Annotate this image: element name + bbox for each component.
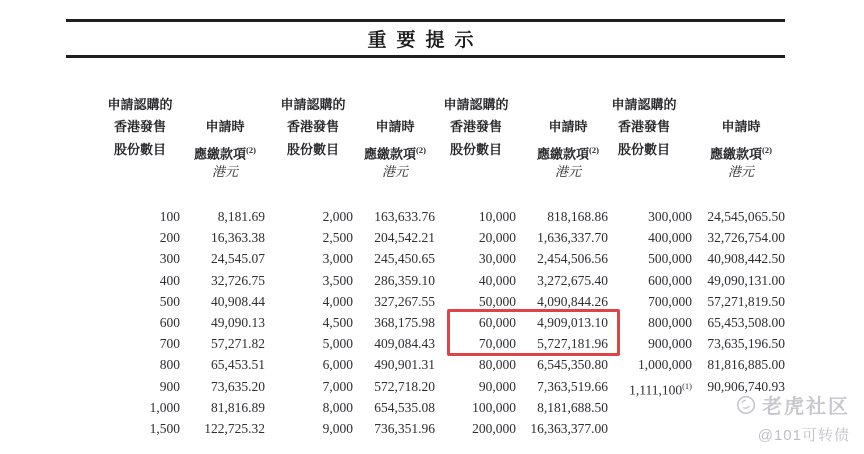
column-shares-1: [100, 94, 180, 439]
amount-value: 73,635.20: [211, 378, 265, 394]
amount-value: 65,453.51: [211, 357, 265, 373]
shares-value: 700: [159, 336, 180, 352]
column-amount-2: [355, 94, 435, 439]
amount-value: 6,545,350.80: [537, 357, 608, 373]
amount-value: 4,909,013.10: [537, 314, 608, 330]
amount-value: 818,168.86: [547, 209, 608, 224]
amount-value: 32,726,754.00: [707, 230, 785, 246]
shares-value: 300: [159, 251, 180, 267]
amount-value: 8,181,688.50: [537, 399, 608, 415]
shares-value: 600: [159, 314, 180, 330]
shares-value: 900,000: [648, 336, 692, 352]
currency-label: 港元: [554, 164, 581, 180]
column-shares-3: [436, 94, 516, 439]
column-shares-2: [273, 94, 353, 439]
amount-value: 16,363.38: [211, 230, 265, 246]
shares-header: 申請認購的 香港發售 股份數目: [107, 97, 173, 157]
amount-value: 1,636,337.70: [537, 230, 608, 246]
shares-value: 700,000: [648, 293, 692, 309]
shares-value: 500,000: [648, 251, 692, 267]
amount-header: 申請時 應繳款項$^{(2)}$ 港元: [697, 94, 785, 184]
currency-label: 港元: [211, 164, 238, 180]
amount-value: 24,545.07: [211, 251, 265, 267]
amount-value: 286,359.10: [374, 272, 435, 288]
shares-value: 100,000: [472, 399, 516, 415]
shares-value: 7,000: [322, 378, 353, 394]
amount-value: 5,727,181.96: [537, 336, 608, 352]
shares-header: 申請認購的 香港發售 股份數目: [443, 97, 509, 157]
amount-value: 368,175.98: [374, 314, 435, 330]
column-amount-1: [185, 94, 265, 439]
amount-value: 90,906,740.93: [707, 378, 785, 394]
shares-value: 900: [159, 378, 180, 394]
amount-value: 654,535.08: [374, 399, 435, 415]
shares-value: 1,500: [149, 420, 180, 436]
amount-value: 24,545,065.50: [707, 209, 785, 224]
column-amount-4: [697, 94, 785, 397]
amount-value: 57,271,819.50: [707, 293, 785, 309]
amount-value: 8,181.69: [217, 209, 265, 224]
shares-value: 90,000: [478, 378, 516, 394]
amount-value: 122,725.32: [204, 420, 265, 436]
amount-value: 736,351.96: [374, 420, 435, 436]
amount-value: 40,908,442.50: [707, 251, 785, 267]
shares-value: 2,000: [322, 209, 353, 224]
shares-value: 3,000: [322, 251, 353, 267]
amount-value: 65,453,508.00: [707, 314, 785, 330]
shares-value: 40,000: [478, 272, 516, 288]
amount-value: 3,272,675.40: [537, 272, 608, 288]
shares-value: 2,500: [322, 230, 353, 246]
amount-value: 16,363,377.00: [530, 420, 608, 436]
amount-value: 409,084.43: [374, 336, 435, 352]
shares-header: 申請認購的 香港發售 股份數目: [611, 97, 677, 157]
shares-value: 800,000: [648, 314, 692, 330]
amount-value: 49,090,131.00: [707, 272, 785, 288]
shares-header: 申請認購的 香港發售 股份數目: [280, 97, 346, 157]
shares-value: 800: [159, 357, 180, 373]
shares-value: 4,000: [322, 293, 353, 309]
shares-value: 1,111,100$^{(1)}$: [629, 380, 692, 397]
shares-value: 70,000: [478, 336, 516, 352]
shares-value: 200,000: [472, 420, 516, 436]
amount-header: 申請時 應繳款項$^{(2)}$ 港元: [355, 94, 435, 184]
shares-value: 20,000: [478, 230, 516, 246]
shares-value: 1,000: [149, 399, 180, 415]
shares-value: 30,000: [478, 251, 516, 267]
title-top-rule: [66, 19, 785, 22]
shares-value: 3,500: [322, 272, 353, 288]
amount-value: 204,542.21: [374, 230, 435, 246]
shares-value: 80,000: [478, 357, 516, 373]
amount-header: 申請時 應繳款項$^{(2)}$ 港元: [528, 94, 608, 184]
watermark-handle: @101可转债: [757, 427, 850, 444]
title-bottom-rule: [66, 55, 785, 58]
shares-value: 300,000: [648, 209, 692, 224]
shares-value: 400,000: [648, 230, 692, 246]
shares-value: 8,000: [322, 399, 353, 415]
amount-value: 245,450.65: [374, 251, 435, 267]
shares-value: 5,000: [322, 336, 353, 352]
amount-value: 572,718.20: [374, 378, 435, 394]
shares-value: 60,000: [478, 314, 516, 330]
tiger-logo-icon: [736, 395, 756, 415]
shares-value: 10,000: [478, 209, 516, 224]
amount-value: 81,816,885.00: [707, 357, 785, 373]
watermark-brand: 老虎社区: [762, 396, 850, 418]
amount-value: 490,901.31: [374, 357, 435, 373]
currency-label: 港元: [381, 164, 408, 180]
shares-value: 400: [159, 272, 180, 288]
amount-header: 申請時 應繳款項$^{(2)}$ 港元: [185, 94, 265, 184]
highlight-box: [447, 309, 620, 356]
shares-value: 200: [159, 230, 180, 246]
amount-value: 81,816.89: [211, 399, 265, 415]
shares-value: 1,000,000: [638, 357, 692, 373]
amount-value: 7,363,519.66: [537, 378, 608, 394]
amount-value: 163,633.76: [374, 209, 435, 224]
currency-label: 港元: [727, 164, 754, 180]
page-title: 重要提示: [367, 30, 484, 51]
amount-value: 40,908.44: [211, 293, 265, 309]
amount-value: 32,726.75: [211, 272, 265, 288]
amount-value: 327,267.55: [374, 293, 435, 309]
amount-value: 49,090.13: [211, 314, 265, 330]
shares-value: 100: [159, 209, 180, 224]
shares-value: 500: [159, 293, 180, 309]
shares-value: 6,000: [322, 357, 353, 373]
shares-value: 50,000: [478, 293, 516, 309]
shares-value: 600,000: [648, 272, 692, 288]
amount-value: 57,271.82: [211, 336, 265, 352]
amount-value: 2,454,506.56: [537, 251, 608, 267]
shares-value: 9,000: [322, 420, 353, 436]
amount-value: 4,090,844.26: [537, 293, 608, 309]
watermark: [716, 390, 850, 445]
amount-value: 73,635,196.50: [707, 336, 785, 352]
shares-value: 4,500: [322, 314, 353, 330]
